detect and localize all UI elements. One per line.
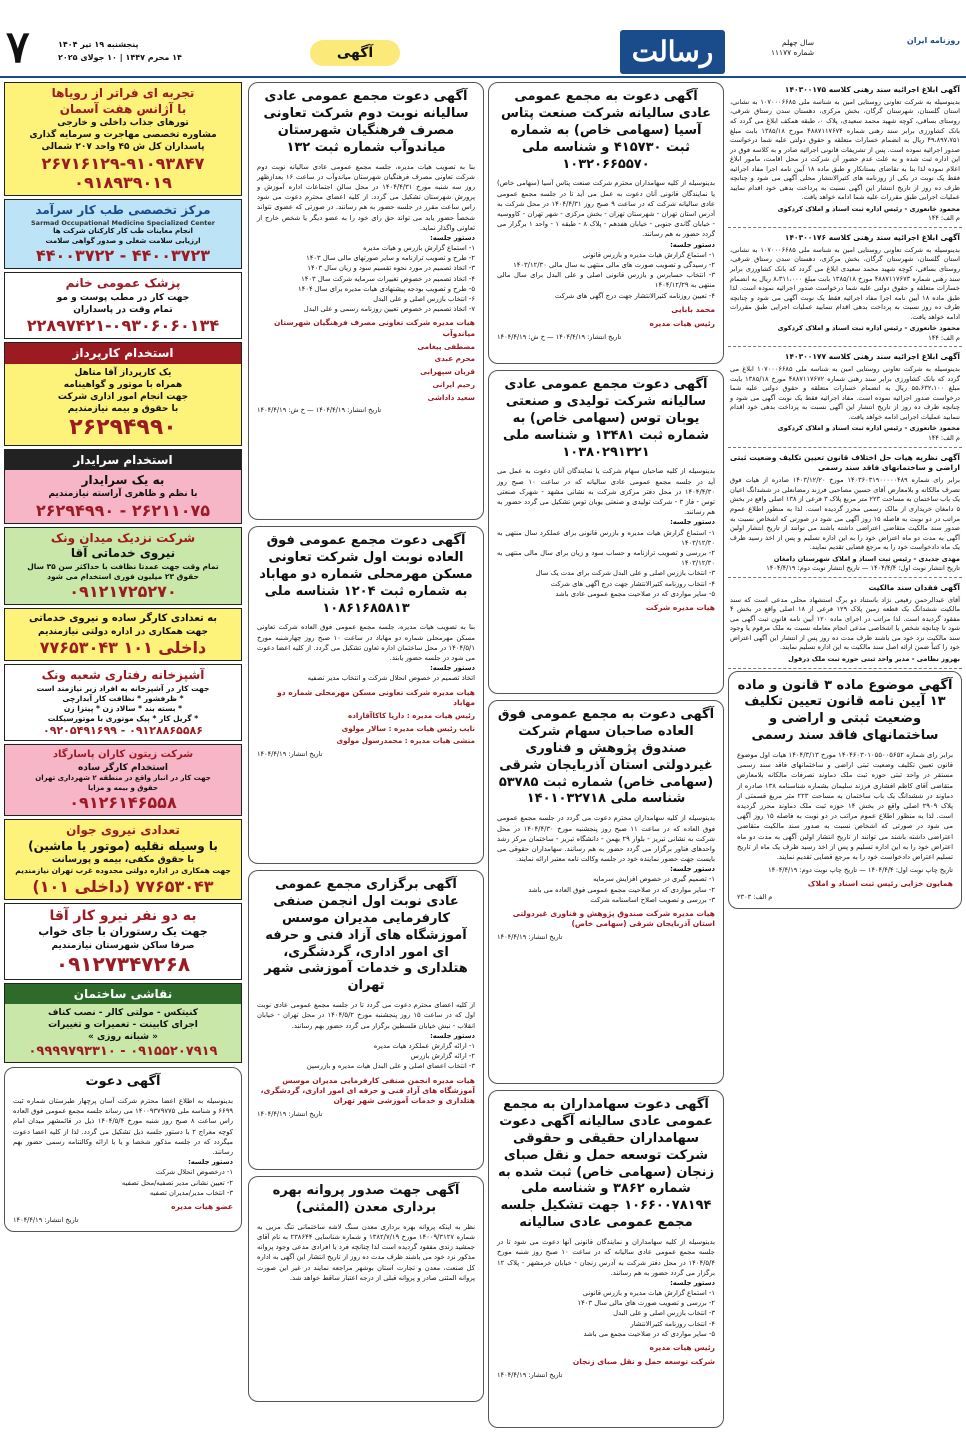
cl-title: به دو نفر نیرو کار آقا [49, 907, 197, 924]
cl-line: حقوق و بیمه و مزایا [88, 783, 158, 792]
notice-title: آگهی ابلاغ اجرائیه سند رهنی کلاسه ۱۴۰۳۰۰۱۷۷ [784, 352, 960, 362]
cl-phone: ۷۷۶۵۳۰۴۳ داخلی ۱۰۱ [39, 637, 207, 657]
box-dates: تاریخ انتشار: ۱۴۰۴/۴/۱۹ [13, 1216, 79, 1225]
ad-body: بنا به تصویب هیات مدیره، جلسه مجمع عمومی عادی سالیانه نوبت دوم شرکت تعاونی مصرف فرهنگیان شهرستان میاندوآب در ساعت ۱۶ بعدازظهر روز سه شنبه مورخ ۱۴۰۴/۴/۳۱ در محل سالن اجتماعات اداره آموزش و پرورش شهرستان تشکیل می گردد. از کلیه اعضای محترم دعوت می شود راس ساعت مقرر در جلسه حضور به هم رسانند. در صورتی که عضوی نتواند شخصاً حضور یابد می تواند حق رای خود را به عضو دیگر یا شخص خارج از تعاونی واگذار نماید. [257, 162, 475, 232]
cl-line: با حقوق مکفی، بیمه و پورسانت [51, 855, 195, 866]
cl-phone: (داخلی ۱۰۱) ۷۷۶۵۳۰۴۳ [32, 876, 214, 896]
ad-agenda-item: ۶- انتخاب بازرس اصلی و علی البدل [373, 295, 475, 303]
box-sign: عضو هیات مدیره [171, 1201, 233, 1211]
date-persian: پنجشنبه ۱۹ تیر ۱۴۰۴ [58, 40, 139, 49]
cl-phone: ۲۶۲۹۴۹۹۰ - ۲۶۲۱۱۰۷۵ [35, 500, 211, 520]
cl-line: تمام وقت جهت عمدتا نظافت با حداکثر سن ۳۵ سال [27, 561, 219, 571]
notice-sign: بهروز نظامی - مدیر واحد ثبتی حوزه ثبت ملک درقول [788, 654, 960, 663]
ad-agenda-title: دستور جلسه: [670, 240, 715, 249]
ad-box [248, 526, 484, 864]
cl-line: تمام وقت در پاسداران [73, 305, 173, 316]
ad-body: بدینوسیله از کلیه سهامداران و نمایندگان قانونی آنها دعوت می شود تا در جلسه مجمع عمومی عادی سالیانه که در ساعت ۱۰ صبح روز شنبه مورخ ۱۴۰۴/۵/۴ در محل دفتر شرکت به آدرس زنجان - خیابان خرمشهر - پلاک ۱۲ برگزار می گردد حضور به هم رسانند. [497, 1238, 715, 1277]
cl-title: پزشک عمومی خانم [65, 276, 181, 291]
notice-body: بدینوسیله به شرکت تعاونی روستایی امین به شناسه ملی ۱۰۷۰۰۰۶۶۸۵ ابلاغ می گردد که بانک کشاورزی برابر سند رهنی شماره ۴۸۸۷۱۱۷۶۷۲ مورخ ۱۳۸۵/۱۸ بابت مبلغ ۵۵،۶۳۲،۱۰۰ ریال به انضمام خسارات متعلقه و حقوق دولتی علیه شما درخواست صدور اجرائیه نموده است. مفاد اجرائیه فقط یک نوبت آگهی می شود و چنانچه ظرف ده روز از تاریخ انتشار این آگهی نسبت به پرداخت بدهی خود اقدام ننمایید عملیات اجرایی ادامه خواهد یافت. [730, 365, 961, 421]
notice-block [728, 450, 962, 578]
ad-box [488, 82, 724, 364]
ad-agenda-title: دستور جلسه: [670, 865, 715, 874]
ad-agenda-item: ۷- اتخاذ تصمیم در خصوص تعیین روزنامه رسمی و علی البدل [303, 305, 475, 314]
cl-line: جهت انجام امور اداری شرکت [57, 391, 189, 402]
notice-block [728, 580, 962, 669]
notice-ref: م الف: ۱۴۴ [928, 333, 960, 342]
cl-title: شرکت زیتون کاران پاسارگاد [52, 749, 194, 761]
box-dates: تاریخ چاپ نوبت اول: ۱۴۰۴/۴/۴ — تاریخ چاپ نوبت دوم: ۱۴۰۴/۴/۱۹ [768, 866, 953, 875]
notice-sign: مهدی جدیدی - رئیس ثبت اسناد و املاک شهرستان دامغان [773, 554, 960, 563]
cl-phone: ۰۹۱۸۹۳۹۰۱۹ [74, 172, 172, 192]
cl-line: جهت کار در مطب پوست و مو [56, 293, 190, 303]
notice-title: آگهی فقدان سند مالکیت [868, 582, 960, 592]
cl-phone: ۰۹۱۲۶۱۴۶۵۵۸ [69, 792, 177, 812]
ad-agenda-item: ۳- انتخاب حسابرس و بازرس قانونی اصلی و علی البدل برای سال مالی منتهی به ۱۴۰۴/۱۲/۲۹ [497, 271, 715, 290]
cl-phone: ۲۶۷۱۶۱۲۹-۹۱۰۹۳۸۴۷ [41, 153, 205, 173]
box-agenda-item: ۳- انتخاب مدیر/مدیران تصفیه [149, 1188, 233, 1197]
ad-agenda-item: ۳- انتخاب اعضای اصلی و علی البدل هیات مدیره و بازرسین [306, 1062, 475, 1071]
ad-title: آگهی دعوت به مجمع عمومی فوق العاده صاحبان سهام شرکت صندوق پژوهش و فناوری غیردولتی استان آذربایجان شرقی (سهامی خاص) شماره ثبت ۵۳۷۸۵ شناسه ملی ۱۴۰۱۰۳۲۷۱۸ [497, 707, 715, 807]
cl-phone: ۲۶۲۹۴۹۹۰ [69, 415, 177, 441]
cl-line: جهت همکاری در اداره دولتی محدوده غرب تهران نیازمندیم [15, 866, 231, 876]
ad-agenda-item: ۲- سایر مواردی که در صلاحیت مجمع عمومی فوق العاده می باشد [528, 885, 715, 894]
ad-agenda-title: دستور جلسه: [430, 233, 475, 242]
ad-agenda-item: ۲- ارائه گزارش بازرس [410, 1052, 475, 1061]
ad-agenda-item: ۳- انتخاب بازرس اصلی و علی البدل [613, 1309, 715, 1318]
ad-sign-name: هیات مدیره شرکت تعاونی مصرف فرهنگیان شهرستان میاندوآب [274, 318, 475, 338]
cl-phone: ۰۹۹۹۹۷۹۳۳۱۰ - ۰۹۱۵۵۲۰۷۹۱۹ [28, 1043, 218, 1059]
box-agenda-title: دستور جلسه: [188, 1158, 233, 1167]
cl-line: مشاوره تخصصی مهاجرت و سرمایه گذاری [29, 130, 217, 141]
ad-title: آگهی دعوت مجمع عمومی عادی سالیانه شرکت تولیدی و صنعتی یوبان توس (سهامی خاص) به شماره ثبت ۱۳۴۸۱ و شناسه ملی ۱۰۳۸۰۲۹۱۳۲۱ [502, 377, 710, 460]
ad-agenda-item: ۴- انتخاب روزنامه کثیرالانتشار جهت درج آگهی های شرکت [550, 579, 715, 588]
page-number: ۷ [6, 22, 30, 73]
ad-dates: تاریخ انتشار: ۱۴۰۴/۴/۱۹ [257, 749, 323, 758]
box-body: برابر رای شماره ۱۴۰۴۶۰۳۰۱۰۵۵۰۰۵۶۵۲ مورخ ۱۴۰۴/۳/۱۳ هیات اول موضوع قانون تعیین تکلیف وضعیت ثبتی اراضی و ساختمانهای فاقد سند رسمی مستقر در واحد ثبتی حوزه ثبت ملک دماوند تصرفات مالکانه بلامعارض متقاضی آقای کاظم افشاری فرزند سلیمان بشماره شناسنامه ۱۳۸ صادره از دماوند در ششدانگ یک باب ساختمان به مساحت ۲۲۳ متر مربع قسمتی از پلاک ۲۹۰۹ اصلی واقع در بخش ۱۴ حوزه ثبت ملک دماوند محرز گردیده است. لذا به منظور اطلاع عموم مراتب در دو نوبت به فاصله ۱۵ روز آگهی می شود در صورتی که اشخاص نسبت به صدور سند مالکیت متقاضی اعتراضی داشته باشند می توانند از تاریخ انتشار اولین آگهی به مدت دو ماه اعتراض خود را به این اداره تسلیم و پس از اخذ رسید ظرف یک ماه از تاریخ تسلیم اعتراض دادخواست خود را به مرجع قضایی تقدیم نمایند. [737, 751, 953, 861]
masthead-issue: شماره ۱۱۱۷۷ [771, 48, 814, 58]
cl-line: جهت کار در آشپزخانه به افراد زیر نیازمند است [36, 683, 210, 693]
notice-title: آگهی ابلاغ اجرائیه سند رهنی کلاسه ۱۴۰۳۰۰۱۷۵ [784, 85, 960, 94]
cl-subtitle: با وسیله نقلیه (موتور یا ماشین) [28, 838, 218, 853]
ad-agenda-item: ۳- انتخاب بازرس اصلی و علی البدل شرکت برای مدت یک سال [535, 569, 715, 578]
cl-line: « شبانه روزی » [88, 1032, 158, 1043]
ad-sign: هیات مدیره شرکت [645, 602, 715, 612]
ad-title: آگهی دعوت مجمع عمومی فوق العاده نوبت اول شرکت تعاونی مسکن مهرمحلی شماره دو مهاباد به شماره ثبت ۱۲۰۴ شناسه ملی ۱۰۸۶۱۶۸۵۸۱۳ [259, 533, 473, 616]
cl-subtitle: Sarmad Occupational Medicine Specialized Center [31, 218, 215, 227]
cl-line: * گریل کار * پیک موتوری با موتورسیکلت [47, 714, 199, 724]
ad-sign-person: سعید داداشی [427, 392, 475, 402]
ad-sign: شرکت توسعه حمل و نقل صبای زنجان [572, 1357, 715, 1367]
ad-agenda-item: ۳- اتخاذ تصمیم در مورد نحوه تقسیم سود و زیان سال ۱۴۰۳ [307, 264, 475, 273]
masthead-info [734, 38, 814, 58]
cl-subtitle: با آژانس هفت آسمان [59, 101, 187, 116]
cl-head: استخدام کارپرداز [5, 343, 241, 363]
cl-line: جهت یک رستوران با جای خواب [38, 924, 208, 938]
box-body: بدینوسیله به اطلاع اعضا محترم شرکت آسان پرچهار طبرستان شماره ثبت ۶۶۹۹ و شناسه ملی ۱۴۰۰۹۳۷۹۷۷۵ می رساند جلسه مجمع عمومی فوق العاده راس ساعت ۸ صبح روز شنبه مورخ ۱۴۰۴/۵/۴ ذیل در قائمشهر میدان امام کوچه معراج ۲ با دستور جلسه ذیل تشکیل می گردد. لذا از کلیه اعضا دعوت میگردد که در جلسه مذکور شخصا و یا با ارائه وکالتنامه رسمی حضور بهم رسانند. [13, 1097, 234, 1156]
cl-title: مرکز تخصصی طب کار سرآمد [35, 202, 211, 217]
ad-agenda-item: ۱- ارائه گزارش عملکرد هیات مدیره [373, 1041, 475, 1050]
ad-agenda-item: ۲- رسیدگی و تصویب صورت های مالی منتهی به سال مالی ۱۴۰۳/۱۲/۳۰ [513, 260, 715, 269]
box-title: آگهی دعوت [85, 1074, 161, 1090]
column-mid-left [248, 82, 484, 1438]
cl-line: * بسته بند * سالاد زن * پیتزا زن [63, 704, 183, 714]
box-sign: همایون خزایی رئیس ثبت اسناد و املاک [807, 879, 953, 889]
cl-phone: ۲۲۸۹۷۴۲۱-۰۹۳۰۶۰۶۰۱۳۴ [26, 316, 220, 336]
classified-caretaker-job [4, 449, 242, 524]
box-agenda-item: ۱- درخصوص انحلال شرکت [155, 1168, 233, 1177]
notice-title: آگهی نظریه هیات حل اختلاف قانون تعیین تکلیف وضعیت ثبتی اراضی و ساختمانهای فاقد سند رسمی [730, 452, 960, 473]
ad-sign-name: هیات مدیره شرکت صندوق پژوهش و فناوری غیردولتی استان آذربایجان شرقی (سهامی خاص) [512, 909, 715, 929]
newspaper-logo: رسالت [620, 30, 725, 74]
ad-sign-person: مصطفی پیغامی [417, 341, 475, 351]
cl-line: اجرای کابینت - تعمیرات و تغییرات [48, 1020, 198, 1031]
ad-agenda-item: ۱- استماع گزارش هیات مدیره و بازرس قانونی برای عملکرد سال منتهی به ۱۴۰۳/۱۲/۳۰ [497, 528, 715, 547]
cl-head: استخدام سرایدار [5, 450, 241, 470]
ad-title: آگهی برگزاری مجمع عمومی عادی نوبت اول انجمن صنفی کارفرمایی مدیران موسس آموزشگاه های آزاد فنی و حرفه ای امور اداری، گردشگری، هتلداری و خدمات آموزشی شهر تهران [264, 877, 468, 994]
ad-agenda-item: ۲- طرح و تصویب ترازنامه و سایر صورتهای مالی سال ۱۴۰۳ [306, 254, 475, 263]
ad-body: بدینوسیله از کلیه صاحبان سهام شرکت یا نمایندگان آنان دعوت به عمل می آید در جلسه مجمع عمومی عادی سالیانه که در ساعت ۱۰ صبح روز ۱۴۰۴/۴/۳۰ در محل دفتر مرکزی شرکت به نشانی مشهد - شهرک صنعتی توس - فاز ۳ - شرکت تولیدی و صنعتی یوبان توس تشکیل می گردد حضور به هم رسانند. [497, 467, 715, 517]
cl-line: کنیتکس - مولتی کالر - نصب کناف [48, 1008, 198, 1019]
ad-agenda-item: ۱- استماع گزارش هیات مدیره و بازرس قانونی [582, 250, 715, 259]
ad-agenda-item: ۱- استماع گزارش بازرس و هیات مدیره [363, 244, 475, 253]
notice-sign: محمود خانعوزی - رئیس اداره ثبت اسناد و املاک کردکوی [777, 204, 960, 213]
ad-agenda-item: ۱- تصمیم گیری در خصوص افزایش سرمایه [593, 875, 715, 884]
ad-agenda-title: دستور جلسه: [430, 1031, 475, 1040]
cl-title: تعدادی نیروی جوان [66, 823, 180, 838]
column-mid-right [488, 82, 724, 1438]
cl-phone: ۰۹۲۰۵۴۹۱۶۹۹ - ۰۹۱۲۸۸۶۵۵۸۶ [43, 724, 203, 738]
cl-line: به یک سرایدار [81, 472, 165, 487]
column-classifieds [4, 82, 242, 1438]
notice-block [728, 230, 962, 347]
notice-body: بدینوسیله به شرکت تعاونی روستایی امین به شناسه ملی ۱۰۷۰۰۰۶۶۸۵ به نشانی، استان گلستان، شهرستان گرگان، بخش مرکزی، دهستان سدن رستاق شرقی، روستای بساقی، کوچه شهید محمد سعیدی، پلاک ۰، طبقه همکف ابلاغ می گردد که بانک کشاورزی برابر سند رهنی شماره ۴۸۸۷۱۱۷۶۷۴ مورخ ۱۳۸۵/۱۸ بابت مبلغ ۴۹،۸۹۷،۷۵۱ ریال به انضمام خسارات متعلقه و حقوق دولتی علیه شما درخواست صدور اجرائیه نموده است. پس از تشریفات قانونی اجرائیه صادر و به کلاسه فوق در این اداره ثبت شده و به علت عدم حضور آن شرکت در محل اقامت، مامور ابلاغ اعلام نموده لذا بنا به تقاضای بستانکار و طبق ماده ۱۸ آیین نامه اجرا مفاد اجرائیه فقط یک نوبت در یکی از روزنامه های کثیرالانتشار محلی آگهی می شود و چنانچه ظرف ده روز از تاریخ انتشار این آگهی نسبت به پرداخت بدهی خود اقدام نمایید عملیات اجرایی طبق مقررات علیه شما ادامه خواهد یافت. [730, 97, 960, 202]
ad-body: نظر به اینکه پروانه بهره برداری معدن سنگ لاشه ساختمانی تنگ مربی به شماره ۱۴۰۰۹/۳۱۲۷ مورخ ۱۳۸۲/۷/۱۹ و شماره شناسایی ۲۳۸۶۴۴ به نام آقای جمشید زندی مفقود گردیده است لذا چنانچه فرد یا افرادی مدعی وجود پروانه مذکور نزد خود می باشند ظرف مدت ده روز از تاریخ انتشار این آگهی به اداره کل صنعت، معدن و تجارت استان بوشهر مراجعه نمایند در غیر این صورت پروانه المثنی صادر و پروانه قبلی از درجه اعتبار ساقط خواهد شد. [257, 1222, 475, 1282]
ad-sign-person: رئیس هیات مدیره : داریا کاکاآقازاده [347, 710, 475, 720]
cl-line: یک کارپرداز آقا متاهل [74, 367, 172, 378]
ad-dates: تاریخ انتشار: ۱۴۰۴/۴/۱۹ [497, 1371, 563, 1380]
notice-ref: م الف: ۱۴۴ [928, 214, 960, 223]
ad-sign-person: نایب رئیس هیات مدیره : سالار مولوی [341, 723, 475, 733]
ad-agenda-title: دستور جلسه: [430, 664, 475, 673]
classified-medical-center [4, 199, 242, 269]
cl-line: همراه با موتور و گواهینامه [63, 379, 183, 390]
ad-agenda-item: ۲- بررسی و تصویب ترازنامه و حساب سود و زیان برای سال مالی منتهی به ۱۴۰۳/۱۲/۳۰ [497, 548, 715, 568]
classified-workers [4, 608, 242, 661]
ad-box [248, 82, 484, 520]
ad-box [488, 370, 724, 694]
cl-title: آشپزخانه رفتاری شعبه ونک [41, 668, 205, 683]
ad-agenda-item: ۵- طرح و تصویب بودجه پیشنهادی هیات مدیره برای سال ۱۴۰۴ [298, 284, 475, 293]
cl-line: * ظرفشور * نظافت کار آبدارچی [62, 693, 184, 703]
notices-list [728, 82, 962, 669]
ad-box [488, 1090, 724, 1428]
classified-doctor [4, 272, 242, 339]
rooznameh-label: روزنامه ایران [906, 36, 960, 45]
notice-sign: محمود خانعوزی - رئیس اداره ثبت اسناد و املاک کردکوی [777, 424, 960, 433]
box-agenda-item: ۲- تعیین نشانی مدیر تصفیه/محل تصفیه [121, 1178, 233, 1187]
ad-agenda-item: ۵- سایر مواردی که در صلاحیت مجمع می باشد [583, 1329, 715, 1338]
ad-box [488, 700, 724, 1084]
notice-block [728, 82, 962, 228]
ad-sign-name: هیات مدیره انجمن صنفی کارفرمایی مدیران موسس آموزشگاه های آزاد فنی و حرفه ای امور اداری، گردشگری، هتلداری و خدمات آموزشی شهر تهران [260, 1075, 475, 1105]
notice-sign: محمود خانعوزی - رئیس اداره ثبت اسناد و املاک کردکوی [777, 324, 960, 333]
ad-body: بدینوسیله از کلیه سهامداران محترم شرکت صنعت پتاس آسیا (سهامی خاص) یا نمایندگان قانونی آنان دعوت به عمل می آید تا در جلسه مجمع عمومی عادی سالیانه شرکت که در ساعت ۹ صبح روز ۱۴۰۴/۴/۳۱ در محل شرکت به آدرس استان تهران - شهرستان تهران - بخش مرکزی - شهر تهران - کاووسیه - خیابان گاندی جنوبی - خیابان هفدهم - پلاک ۸ - طبقه ۱ - واحد ۱ برگزار می گردد حضور به هم رسانند. [497, 179, 715, 239]
ad-agenda-title: دستور جلسه: [670, 518, 715, 527]
cl-line: صرفا ساکن شهرستان نیازمندیم [51, 940, 195, 951]
cl-subtitle: نیروی خدماتی آقا [70, 546, 176, 561]
cl-title: شرکت نزدیک میدان ونک [50, 530, 196, 545]
ad-dates: تاریخ انتشار: ۱۴۰۴/۴/۱۹ [497, 933, 563, 942]
classified-travel-agency [4, 82, 242, 196]
ad-agenda-item: ۴- انتخاب روزنامه کثیرالانتشار [630, 1319, 715, 1328]
section-tag: آگهی [310, 40, 400, 66]
notice-ref: تاریخ انتشار نوبت اول: ۱۴۰۴/۴/۴ — تاریخ انتشار نوبت دوم: ۱۴۰۴/۴/۱۹ [766, 564, 960, 573]
notice-body: بدینوسیله به شرکت تعاونی روستایی امین به شناسه ملی ۱۰۷۰۰۰۶۶۸۵ به نشانی، استان گلستان، شهرستان گرگان، بخش مرکزی، دهستان سدن رستاق شرقی، روستای بساقی، کوچه شهید محمد سعیدی ابلاغ می گردد که بانک کشاورزی برابر سند رهنی شماره ۴۸۸۷۱۱۷۶۷۳ مورخ ۱۳۸۵/۱۸ بابت مبلغ ۸،۳۱۱،۰۰۰ ریال به انضمام خسارات متعلقه و حقوق دولتی علیه شما درخواست صدور اجرائیه نموده است. لذا طبق ماده ۱۸ آیین نامه اجرا مفاد اجرائیه فقط یک نوبت آگهی می شود و چنانچه ظرف ده روز نسبت به پرداخت بدهی اقدام ننمایید عملیات اجرایی طبق مقررات ادامه خواهد یافت. [730, 245, 961, 321]
cl-phone: ۰۹۱۲۷۳۴۷۲۶۸ [55, 951, 191, 976]
cl-line: جهت همکاری در اداره دولتی نیازمندیم [38, 626, 208, 637]
classified-olive-company [4, 744, 242, 816]
classified-painting [4, 983, 242, 1063]
classified-courier-job [4, 342, 242, 445]
ad-body: از کلیه اعضای محترم دعوت می گردد تا در جلسه مجمع عمومی عادی نوبت اول که در ساعت ۱۵ روز پنجشنبه مورخ ۱۴۰۴/۵/۲ در محل تهران - خیابان انقلاب - نبش خیابان فلسطین برگزار می گردد حضور بهم رسانند. [257, 1001, 475, 1030]
classified-service-staff [4, 527, 242, 606]
ad-dates: تاریخ انتشار: ۱۴۰۴/۴/۱۹ — خ ش: ۱۴۰۴/۴/۱۹ [497, 332, 622, 341]
ad-dates: تاریخ انتشار: ۱۴۰۴/۴/۱۹ — خ ش: ۱۴۰۴/۴/۱۹ [257, 406, 382, 415]
ad-agenda-item: ۳- بررسی و تصویب اصلاح اساسنامه شرکت [590, 895, 715, 904]
cl-subtitle: استخدام کارگر ساده [77, 762, 169, 773]
column-right [728, 82, 962, 1438]
notice-block [728, 349, 962, 447]
ad-title: آگهی دعوت مجمع عمومی عادی سالیانه نوبت دوم شرکت تعاونی مصرف فرهنگیان شهرستان میاندوآب شماره ثبت ۱۳۲ [263, 89, 469, 155]
cl-line: پاسداران کل ش ۴۵ واحد ۲۰۷ شمالی [41, 142, 205, 153]
ad-sign-name: محمد بابایی [671, 304, 715, 314]
ad-agenda-item: ۲- بررسی و تصویب صورت های مالی سال ۱۴۰۳ [577, 1299, 715, 1308]
masthead-year: سال چهلم [782, 38, 814, 47]
notice-box-invitation [4, 1067, 242, 1232]
notice-body: آقای عبدالرحمن رفیعی نژاد باستناد دو برگ استشهاد محلی مدعی است که سند مالکیت ششدانگ یک قطعه زمین پلاک ۱۲۹ فرعی از ۱۸ اصلی واقع در بخش ۴ مفقود گردیده است. لذا مراتب در اجرای ماده ۱۲۰ آیین نامه قانون ثبت آگهی می شود تا چنانچه شخص یا اشخاصی مدعی انجام معامله نسبت به ملک مرقوم یا وجود سند مالکیت نزد خود می باشند ظرف مدت ده روز پس از انتشار این آگهی اعتراض خود را کتباً ضمن ارائه اصل سند مالکیت به این اداره تسلیم نمایند. [730, 595, 960, 652]
header-dates [58, 40, 208, 66]
cl-line: انجام معاینات طب کار کارکنان شرکت ها [53, 227, 193, 236]
ad-sign-person: قربان سپهرابی [420, 367, 475, 377]
ad-sign-name: رئیس هیات مدیره [649, 1343, 715, 1352]
cl-phone: ۴۴۰۰۳۷۲۲ - ۴۴۰۰۳۷۲۳ [35, 246, 211, 266]
ad-sign-person: محرم عبدی [434, 354, 475, 364]
box-title: آگهی موضوع ماده ۳ قانون و ماده ۱۳ آیین نامه قانون تعیین تکلیف وضعیت ثبتی و اراضی و ساختمانهای فاقد سند رسمی [737, 677, 953, 744]
cl-title: به تعدادی کارگر ساده و نیروی خدماتی [28, 613, 218, 625]
ad-title: آگهی دعوت به مجمع عمومی عادی سالیانه شرکت صنعت پتاس آسیا (سهامی خاص) به شماره ثبت ۴۱۵۷۳۰ و شناسه ملی ۱۰۳۲۰۶۶۵۵۷۰ [500, 89, 712, 172]
ad-agenda-item: اتخاذ تصمیم در خصوص انحلال شرکت و انتخاب مدیر تصفیه [307, 674, 475, 683]
cl-line: حقوق ۲۳ میلیون فوری استخدام می شود [47, 572, 199, 582]
ad-agenda-item: ۴- تعیین روزنامه کثیرالانتشار جهت درج آگهی های شرکت [554, 291, 715, 300]
ad-title: آگهی دعوت سهامداران به مجمع عمومی عادی سالیانه آگهی دعوت سهامداران حقیقی و حقوقی شرکت توسعه حمل و نقل صبای زنجان (سهامی خاص) ثبت شده به شماره ۳۸۶۲ و شناسه ملی ۱۰۶۶۰۰۷۸۱۹۴ جهت تشکیل جلسه مجمع عمومی عادی سالیانه [497, 1097, 715, 1231]
notice-title: آگهی ابلاغ اجرائیه سند رهنی کلاسه ۱۴۰۳۰۰۱۷۶ [784, 232, 960, 242]
ad-body: بنا به تصویب هیات مدیره، جلسه مجمع عمومی فوق العاده شرکت تعاونی مسکن مهرمحلی شماره دو مهاباد در ساعت ۱۰ صبح روز چهارشنبه مورخ ۱۴۰۴/۵/۱ در محل ساختمان اداره تعاون تشکیل می گردد. از کلیه اعضا دعوت می شود در جلسه حضور یابند. [257, 623, 475, 663]
cl-title: تجربه ای فراتر از رویاها [51, 86, 195, 100]
ad-agenda-item: ۱- استماع گزارش هیات مدیره و بازرس قانونی [582, 1289, 715, 1298]
date-other: ۱۴ محرم ۱۴۴۷ | ۱۰ جولای ۲۰۲۵ [58, 52, 182, 62]
classified-kitchen [4, 664, 242, 741]
cl-phone: ۰۹۱۲۱۷۲۵۲۷۰ [69, 582, 177, 602]
notice-box-land-registration [728, 671, 962, 910]
cl-line: با نظم و ظاهری آراسته نیازمندیم [48, 489, 198, 500]
ad-title: آگهی جهت صدور پروانه بهره برداری معدن (المثنی) [272, 1183, 460, 1215]
notice-body: برابر رای شماره ۱۴۰۳۶۰۳۱۹۰۰۰۰۰۴۸۹ مورخ ۱۴۰۳/۱۲/۲۰ صادره از هیات فوق تصرف مالکانه و بلامعارض آقای حسین مصاحبی فرزند رمضانعلی در ششدانگ اعیان یک باب ساختمان به مساحت ۲۲۳ متر مربع پلاک ۳ فرعی از ۱۳۸ اصلی واقع در بخش ۵ دامغان خریداری از مالک رسمی محرز گردیده است. لذا به منظور اطلاع عموم مراتب در دو نوبت به فاصله ۱۵ روز آگهی می شود در صورتی که اشخاص نسبت به صدور سند مالکیت متقاضی اعتراضی داشته باشند می توانند از تاریخ انتشار اولین آگهی به مدت دو ماه اعتراض خود را به این اداره تسلیم و پس از اخذ رسید ظرف یک ماه دادخواست خود را به مرجع قضایی تقدیم نمایند. [730, 476, 960, 552]
ad-sign: رئیس هیات مدیره [649, 318, 715, 328]
ad-agenda-item: ۵- سایر مواردی که در صلاحیت مجمع عمومی عادی باشد [555, 589, 715, 598]
ad-box [248, 1176, 484, 1402]
cl-line: ارزیابی سلامت شغلی و صدور گواهی سلامت [45, 236, 201, 245]
ad-agenda-title: دستور جلسه: [670, 1278, 715, 1287]
classified-young-staff [4, 819, 242, 900]
cl-line: با حقوق و بیمه نیازمندیم [67, 404, 179, 415]
ad-sign-name: هیات مدیره شرکت تعاونی مسکن مهرمحلی شماره دو مهاباد [277, 687, 475, 707]
ad-sign-person: منشی هیات مدیره : محمدرسول مولوی [336, 736, 475, 746]
ad-body: بدینوسیله از کلیه سهامداران محترم دعوت می گردد در جلسه مجمع عمومی فوق العاده که در ساعت ۱۱ صبح روز پنجشنبه مورخ ۱۴۰۴/۴/۳۰ در محل شرکت به نشانی تبریز - بلوار ۲۹ بهمن - دانشگاه تبریز - ساختمان مرکز رشد واحدهای فناور برگزار می گردد حضور به هم رسانند. سهامداران حقوقی می بایست جهت حضور نماینده خود در جلسه وکالت نامه معتبر ارائه نمایند. [497, 814, 716, 864]
ad-sign-person: رحیم ایرانی [432, 379, 475, 389]
page-header [0, 0, 966, 78]
ad-dates: تاریخ انتشار: ۱۴۰۴/۴/۱۹ [257, 1109, 323, 1118]
notice-ref: م الف: ۱۴۴ [928, 434, 960, 443]
classified-restaurant [4, 903, 242, 980]
cl-head: نقاشی ساختمان [5, 984, 241, 1004]
ad-agenda-item: ۴- اتخاذ تصمیم در خصوص تغییرات سرمایه شرکت سال ۱۴۰۳ [301, 274, 475, 283]
cl-line: جهت کار در انبار واقع در منطقه ۲ شهرداری تهران [35, 774, 211, 783]
box-ref: م الف: ۲۳۰۳ [737, 893, 773, 902]
cl-line: تورهای جذاب داخلی و خارجی [57, 118, 189, 129]
ad-box [248, 870, 484, 1170]
